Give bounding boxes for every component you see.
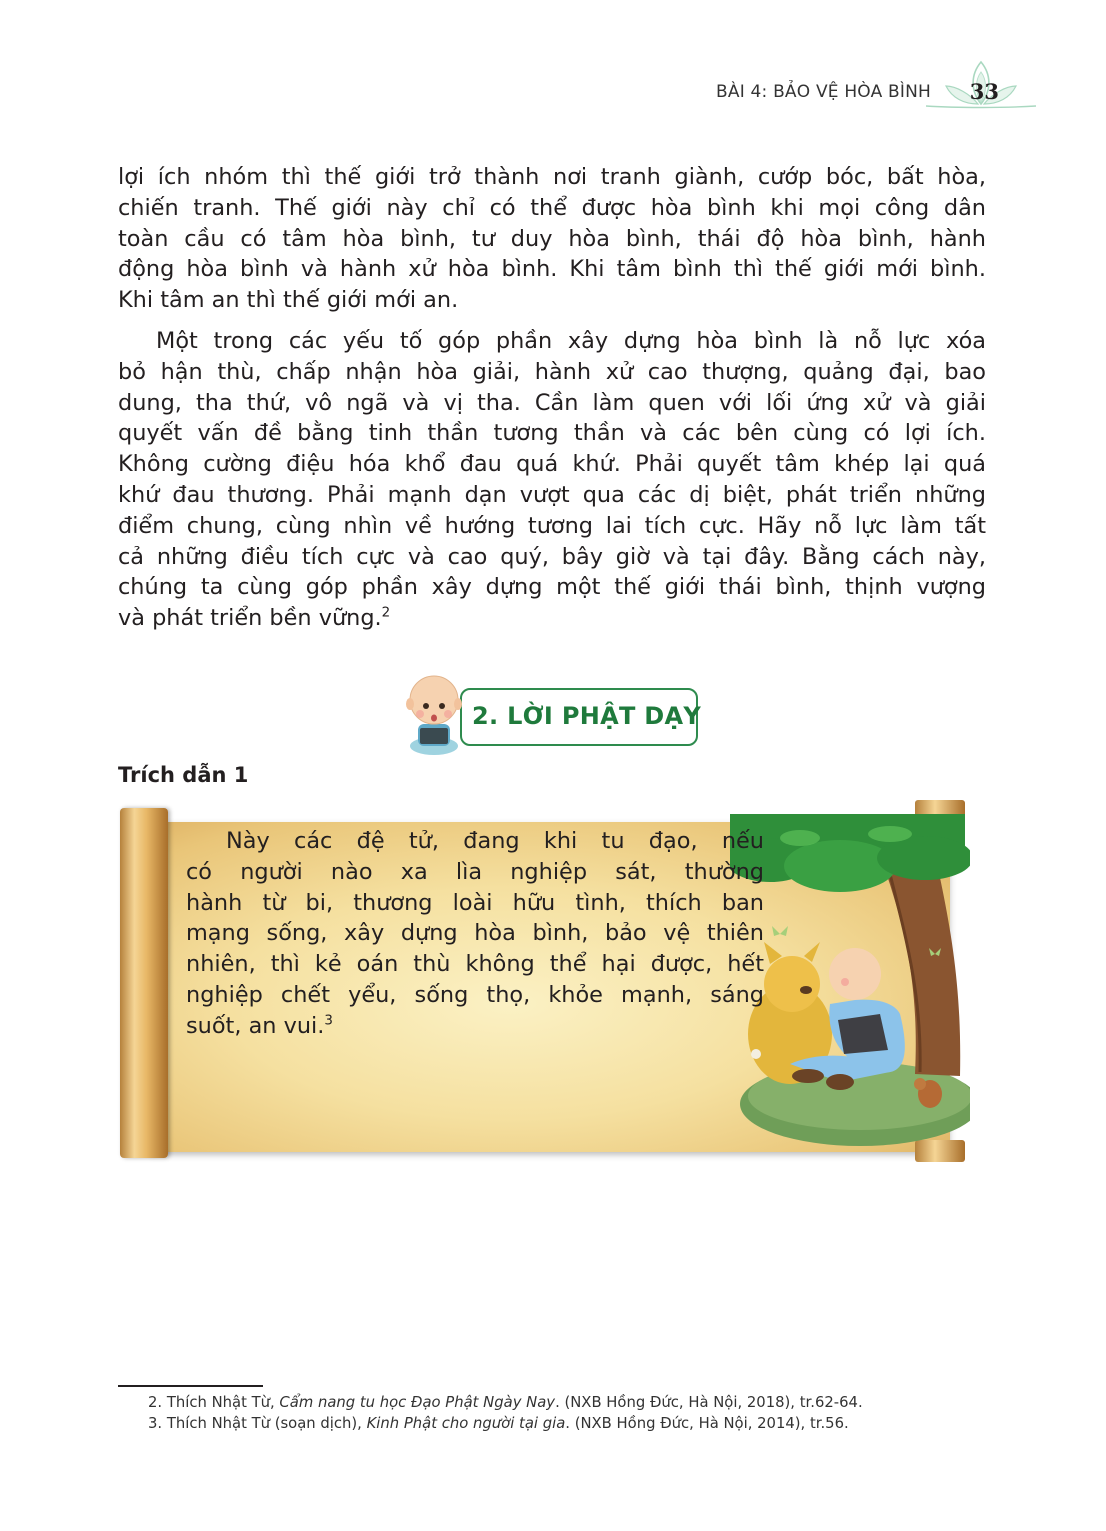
footnote-publication: . (NXB Hồng Đức, Hà Nội, 2018), tr.62-64. <box>555 1394 863 1411</box>
text-line-with-footnote <box>118 603 986 634</box>
running-header <box>706 74 1106 124</box>
quote-line: suốt, an vui. <box>186 1012 325 1039</box>
text-line: Một trong các yếu tố góp phần xây dựng hòa bình là nỗ lực xóa <box>156 328 986 354</box>
text-line: điểm chung, cùng nhìn về hướng tương lai tích cực. Hãy nỗ lực làm tất <box>118 512 986 539</box>
text-line: dung, tha thứ, vô ngã và vị tha. Cần làm quen với lối ứng xử và giải <box>118 389 986 416</box>
paragraph-1 <box>118 162 986 316</box>
footnote-book-title: Kinh Phật cho người tại gia <box>366 1415 566 1432</box>
page-number: 33 <box>969 79 999 104</box>
text-line: động hòa bình và hành xử hòa bình. Khi tâm bình thì thế giới mới bình. <box>118 256 986 283</box>
footnote-author: 2. Thích Nhật Từ, <box>148 1394 280 1411</box>
quote-line-with-footnote <box>186 1011 764 1042</box>
text-line: bỏ hận thù, chấp nhận hòa giải, hành xử cao thượng, quảng đại, bao <box>118 358 986 385</box>
footnote-3 <box>148 1413 863 1434</box>
quote-line: hành từ bi, thương loài hữu tình, thích ban <box>186 889 764 916</box>
footnote-divider <box>118 1385 263 1387</box>
text-line: cả những điều tích cực và cao quý, bây giờ và tại đây. Bằng cách này, <box>118 543 986 570</box>
monk-reading-under-tree-with-dog-illustration <box>730 814 970 1154</box>
section-title: 2. LỜI PHẬT DẠY <box>472 702 702 730</box>
footnotes <box>148 1392 863 1434</box>
quote-text <box>186 826 764 1042</box>
text-line: Không cường điệu hóa khổ đau quá khứ. Phải quyết tâm khép lại quá <box>118 451 986 478</box>
quote-line: nhiên, thì kẻ oán thù không thể hại được, hết <box>186 951 764 978</box>
quote-line: mạng sống, xây dựng hòa bình, bảo vệ thiên <box>186 920 764 947</box>
section-heading <box>400 668 710 758</box>
text-line: khứ đau thương. Phải mạnh dạn vượt qua các dị biệt, phát triển những <box>118 481 986 508</box>
quote-line: Này các đệ tử, đang khi tu đạo, nếu <box>226 828 764 854</box>
footnote-publication: . (NXB Hồng Đức, Hà Nội, 2014), tr.56. <box>565 1415 849 1432</box>
text-line: chiến tranh. Thế giới này chỉ có thể được hòa bình khi mọi công dân <box>118 194 986 221</box>
scroll-roll-left <box>120 808 168 1158</box>
footnote-ref-2[interactable]: 2 <box>381 605 391 621</box>
quote-line: có người nào xa lìa nghiệp sát, thường <box>186 858 764 885</box>
text-line: và phát triển bền vững. <box>118 605 382 632</box>
text-line: lợi ích nhóm thì thế giới trở thành nơi tranh giành, cướp bóc, bất hòa, <box>118 164 986 190</box>
text-line: quyết vấn đề bằng tinh thần tương thần và các bên cùng có lợi ích. <box>118 420 986 447</box>
footnote-book-title: Cẩm nang tu học Đạo Phật Ngày Nay <box>279 1394 556 1411</box>
text-line: chúng ta cùng góp phần xây dựng một thế giới thái bình, thịnh vượng <box>118 574 986 601</box>
chapter-title: BÀI 4: BẢO VỆ HÒA BÌNH <box>716 82 931 102</box>
text-line: Khi tâm an thì thế giới mới an. <box>118 287 459 314</box>
quote-heading: Trích dẫn 1 <box>118 763 249 787</box>
paragraph-2 <box>118 326 986 634</box>
footnote-ref-3[interactable]: 3 <box>324 1013 333 1029</box>
footnote-author: 3. Thích Nhật Từ (soạn dịch), <box>148 1415 367 1432</box>
footnote-2 <box>148 1392 863 1413</box>
text-line: toàn cầu có tâm hòa bình, tư duy hòa bình, thái độ hòa bình, hành <box>118 225 986 252</box>
quote-line: nghiệp chết yểu, sống thọ, khỏe mạnh, sáng <box>186 981 764 1008</box>
monk-child-reading-icon <box>400 668 480 758</box>
